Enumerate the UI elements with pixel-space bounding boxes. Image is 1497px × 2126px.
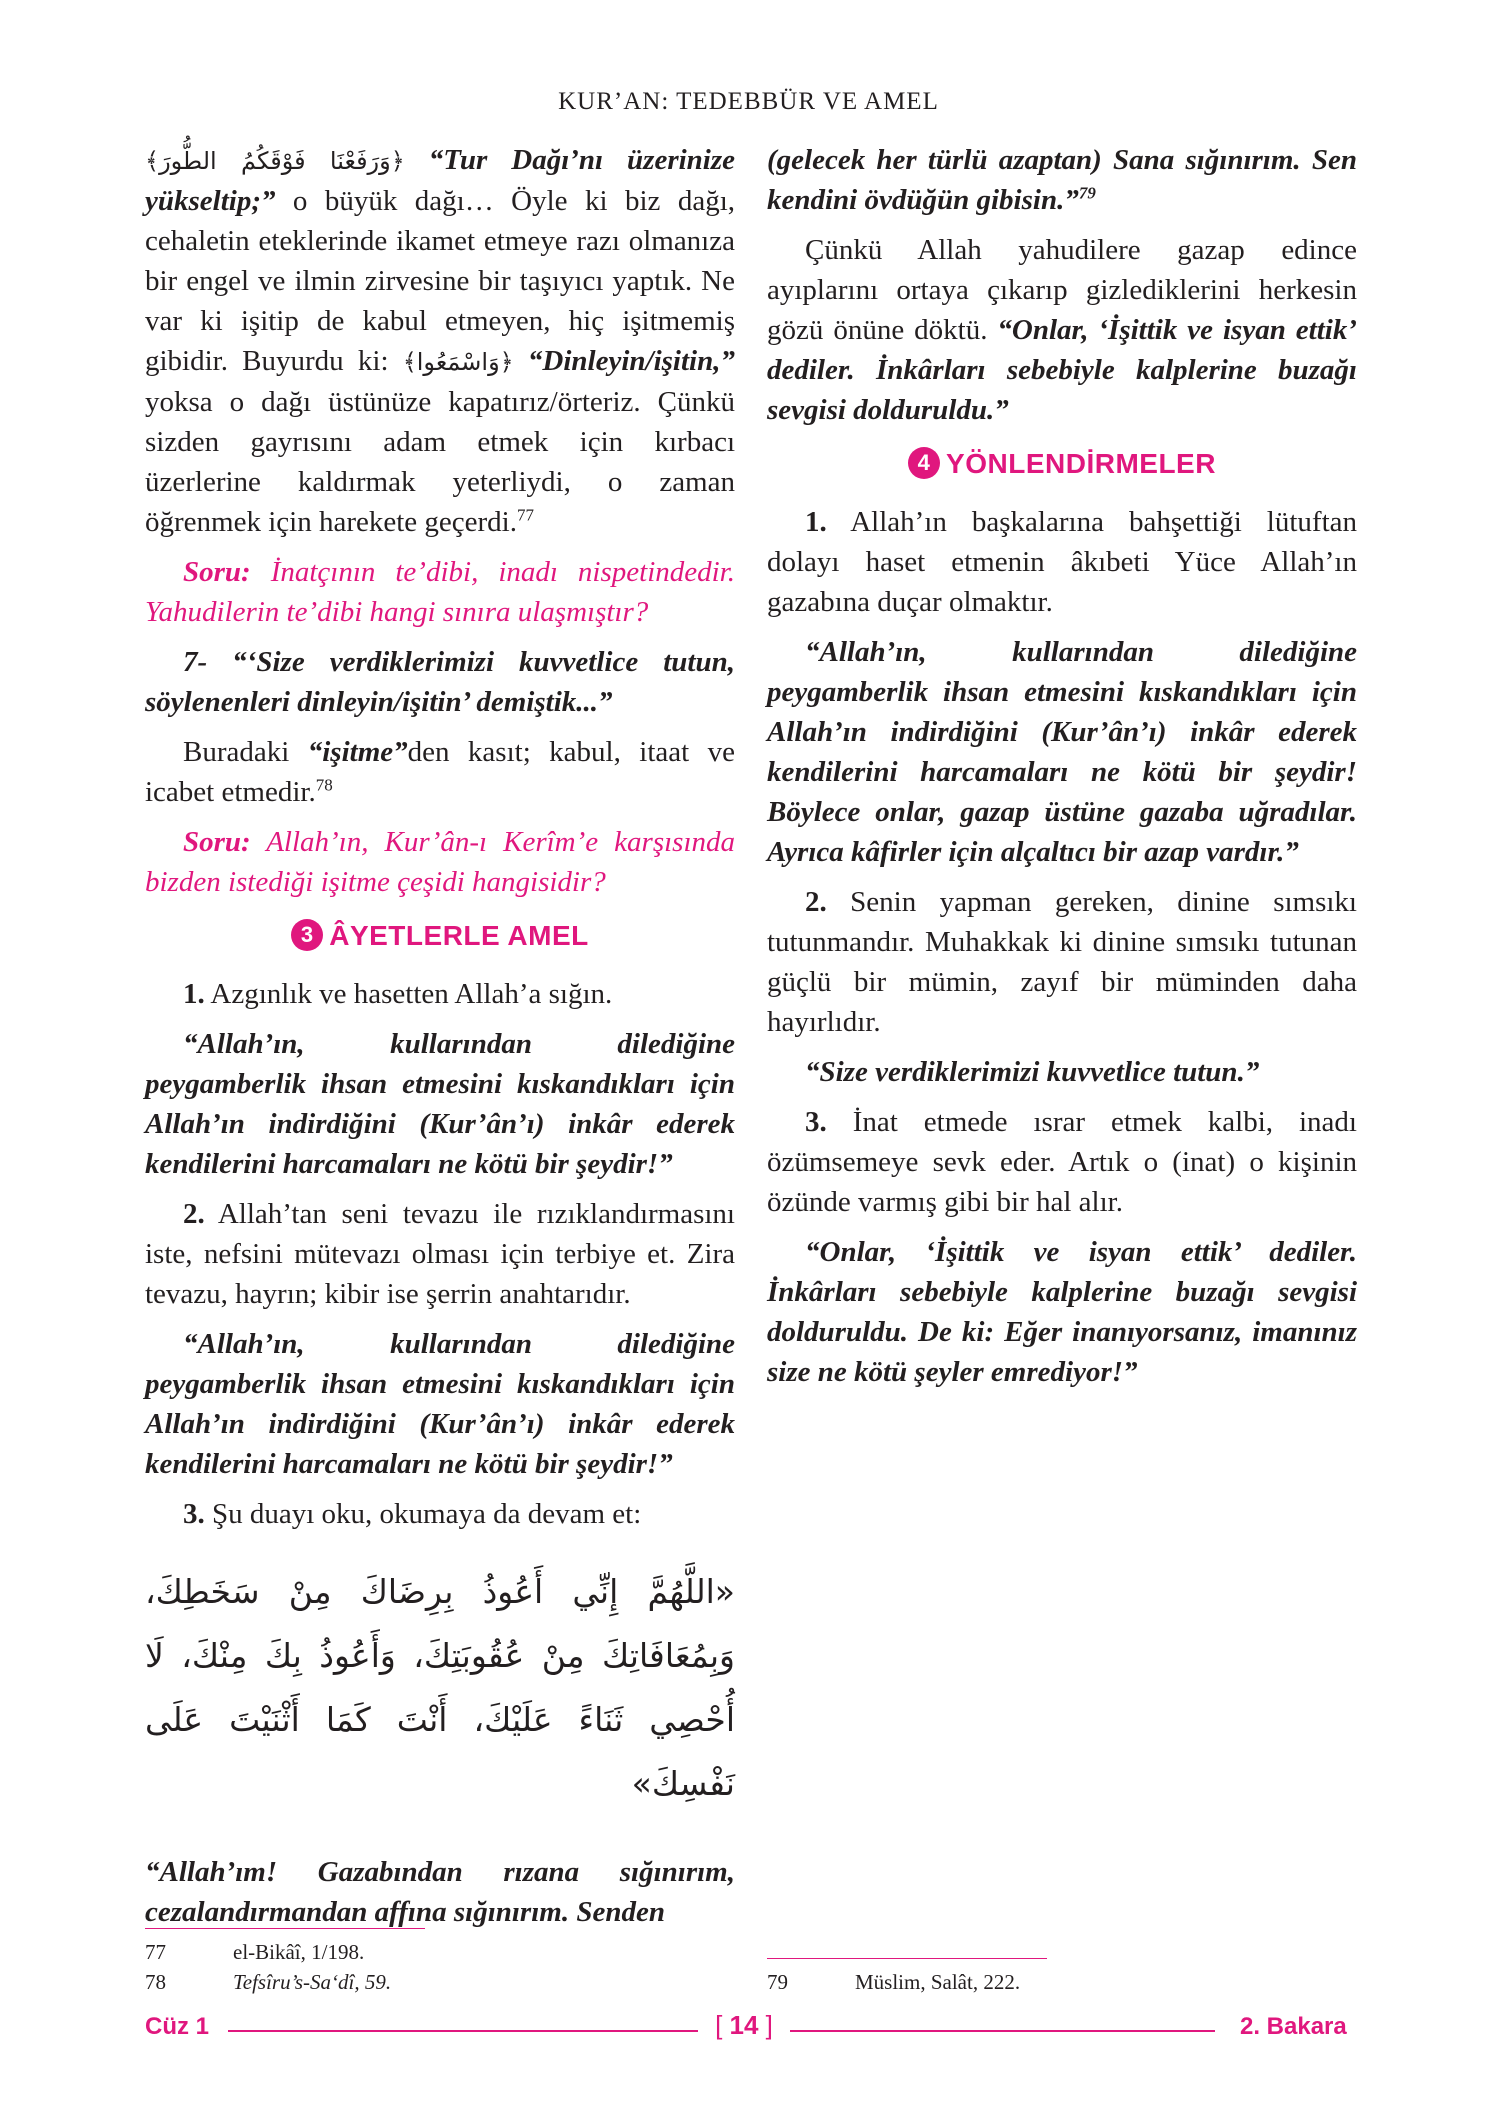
- verse-quote-block: “Allah’ın, kullarından dilediğine peygamberlik ihsan etmesini kıskandıkları için Allah’ın indirdiğini (Kur’ân’ı) inkâr ederek kendilerini harcamaları ne kötü bir şeydir! Böylece onlar, gazap üstüne gazaba uğradılar. Ayrıca kâfirler için alçaltıcı bir azap vardır.”: [767, 636, 1357, 868]
- running-title: KUR’AN: TEDEBBÜR VE AMEL: [558, 88, 939, 115]
- item-text: Senin yapman gereken, dinine sımsıkı tutunmandır. Muhakkak ki dinine sımsıkı tutunan güçlü bir mümin, zayıf bir müminden daha hayırlıdır.: [767, 886, 1357, 1038]
- footnote-number: 79: [767, 1970, 788, 1994]
- verse-quote: “Onlar, ‘İşittik ve isyan ettik’ dediler. İnkârları sebebiyle kalplerine buzağı sevgisi dolduruldu.”: [767, 314, 1357, 426]
- page-number: [708, 2010, 780, 2041]
- list-item: [145, 974, 735, 1014]
- right-column: [767, 140, 1357, 1402]
- verse-quote: “Dinleyin/işitin,”: [513, 345, 735, 377]
- item-number: 1.: [805, 506, 827, 538]
- footnote-number: 78: [145, 1970, 166, 1994]
- item-number: 3.: [805, 1106, 827, 1138]
- body-text: den kasıt; kabul, itaat ve icabet etmedir.: [145, 736, 735, 808]
- paragraph-3: [767, 230, 1357, 430]
- footnote-text: el-Bikâî, 1/198.: [233, 1940, 365, 1964]
- arabic-verse: ﴿وَاسْمَعُوا﴾: [402, 348, 514, 376]
- item-text: Şu duayı oku, okumaya da devam et:: [204, 1498, 642, 1530]
- question-text: İnatçının te’dibi, inadı nispetindedir. Yahudilerin te’dibi hangi sınıra ulaşmıştır?: [145, 556, 735, 628]
- bracket-close: ]: [758, 2010, 773, 2040]
- item-number: 2.: [805, 886, 827, 918]
- verse-7: 7- “‘Size verdiklerimizi kuvvetlice tutun, söylenenleri dinleyin/işitin’ demiştik...”: [145, 646, 735, 718]
- footnote-number: 77: [145, 1940, 166, 1964]
- section-number-badge: 4: [908, 447, 940, 479]
- section-heading-3: [145, 916, 735, 956]
- juz-label: Cüz 1: [145, 2013, 210, 2040]
- list-item: [767, 882, 1357, 1042]
- footnote-text: Müslim, Salât, 222.: [855, 1970, 1021, 1994]
- footnote-ref: 79: [1078, 183, 1096, 203]
- question-1: [145, 552, 735, 632]
- question-text: Allah’ın, Kur’ân-ı Kerîm’e karşısında bizden istediği işitme çeşidi hangisidir?: [145, 826, 735, 898]
- footnote-79: [767, 1970, 1020, 1995]
- footnote-divider: [767, 1958, 1047, 1959]
- section-heading-4: [767, 444, 1357, 484]
- verse-quote-block: “Allah’ın, kullarından dilediğine peygamberlik ihsan etmesini kıskandıkları için Allah’ın indirdiğini (Kur’ân’ı) inkâr ederek kendilerini harcamaları ne kötü bir şeydir!”: [145, 1328, 735, 1480]
- body-text: Buradaki: [183, 736, 308, 768]
- footer-rule-left: [228, 2030, 698, 2032]
- question-label: Soru:: [183, 826, 251, 858]
- section-title: ÂYETLERLE AMEL: [329, 920, 589, 951]
- item-text: Allah’ın başkalarına bahşettiği lütuftan dolayı haset etmenin âkıbeti Yüce Allah’ın gazabına duçar olmaktır.: [767, 506, 1357, 618]
- body-text: yoksa o dağı üstünüze kapatırız/örteriz. Çünkü sizden gayrısını adam etmek için kırbacı üzerlerine kaldırmak yeterliydi, o zaman öğrenmek için harekete geçerdi.: [145, 386, 735, 538]
- verse-quote-block: “Size verdiklerimizi kuvvetlice tutun.”: [805, 1056, 1260, 1088]
- emphasis: “işitme”: [307, 736, 408, 768]
- verse-quote-block: “Onlar, ‘İşittik ve isyan ettik’ dediler. İnkârları sebebiyle kalplerine buzağı sevgisi dolduruldu. De ki: Eğer inanıyorsanız, imanınız size ne kötü şeyler emrediyor!”: [767, 1236, 1357, 1388]
- footnote-ref: 78: [315, 775, 333, 795]
- footnote-77: [145, 1940, 364, 1965]
- footnote-78: [145, 1970, 391, 1995]
- dua-translation-continued: [767, 140, 1357, 220]
- body-text: Çünkü Allah yahudilere gazap edince ayıplarını ortaya çıkarıp gizlediklerini herkesin gözü önüne döktü.: [767, 234, 1357, 346]
- footnote-divider: [145, 1928, 425, 1929]
- item-number: 1.: [183, 978, 205, 1010]
- arabic-verse: ﴿وَرَفَعْنَا فَوْقَكُمُ الطُّورَ﴾: [145, 147, 405, 175]
- paragraph-2: [145, 732, 735, 812]
- dua-text: (gelecek her türlü azaptan) Sana sığınırım. Sen kendini övdüğün gibisin.”: [767, 144, 1357, 216]
- body-text: o büyük dağı… Öyle ki biz dağı, cehaletin eteklerinde ikamet etmeye razı olmanıza bir engel ve ilmin zirvesine bir taşıyıcı yaptık. Ne var ki işitip de kabul etmeyen, hiç işitmemiş gibidir. Buyurdu ki:: [145, 185, 735, 377]
- left-column: [145, 140, 735, 1942]
- verse-quote-block: “Allah’ın, kullarından dilediğine peygamberlik ihsan etmesini kıskandıkları için Allah’ın indirdiğini (Kur’ân’ı) inkâr ederek kendilerini harcamaları ne kötü bir şeydir!”: [145, 1028, 735, 1180]
- item-text: Allah’tan seni tevazu ile rızıklandırmasını iste, nefsini mütevazı olması için terbiye et. Zira tevazu, hayrın; kibir ise şerrin anahtarıdır.: [145, 1198, 735, 1310]
- item-number: 3.: [183, 1498, 205, 1530]
- item-text: İnat etmede ısrar etmek kalbi, inadı özümsemeye sevk eder. Artık o (inat) o kişinin özünde varmış gibi bir hal alır.: [767, 1106, 1357, 1218]
- item-number: 2.: [183, 1198, 205, 1230]
- question-label: Soru:: [183, 556, 251, 588]
- list-item: [767, 1102, 1357, 1222]
- surah-label: 2. Bakara: [1240, 2013, 1347, 2040]
- section-number-badge: 3: [291, 919, 323, 951]
- arabic-dua: «اللَّهُمَّ إِنِّي أَعُوذُ بِرِضَاكَ مِنْ سَخَطِكَ، وَبِمُعَافَاتِكَ مِنْ عُقُوبَتِكَ، وَأَعُوذُ بِكَ مِنْكَ، لَا أُحْصِي ثَنَاءً عَلَيْكَ، أَنْتَ كَمَا أَثْنَيْتَ عَلَى نَفْسِكَ»: [145, 1572, 735, 1803]
- list-item: [767, 502, 1357, 622]
- section-title: YÖNLENDİRMELER: [946, 448, 1216, 479]
- list-item: [145, 1194, 735, 1314]
- list-item: [145, 1494, 735, 1534]
- bracket-open: [: [715, 2010, 730, 2040]
- footnote-text: Tefsîru’s-Sa‘dî, 59.: [233, 1970, 392, 1994]
- item-text: Azgınlık ve hasetten Allah’a sığın.: [204, 978, 613, 1010]
- page-number-value: 14: [729, 2010, 759, 2040]
- dua-translation: “Allah’ım! Gazabından rızana sığınırım, cezalandırmandan affına sığınırım. Senden: [145, 1856, 735, 1928]
- footnote-ref: 77: [516, 505, 534, 525]
- footer-rule-right: [790, 2030, 1215, 2032]
- paragraph-1: [145, 140, 735, 542]
- question-2: [145, 822, 735, 902]
- verse-quote: “Tur Dağı’nı üzerinize yükseltip;”: [145, 144, 736, 217]
